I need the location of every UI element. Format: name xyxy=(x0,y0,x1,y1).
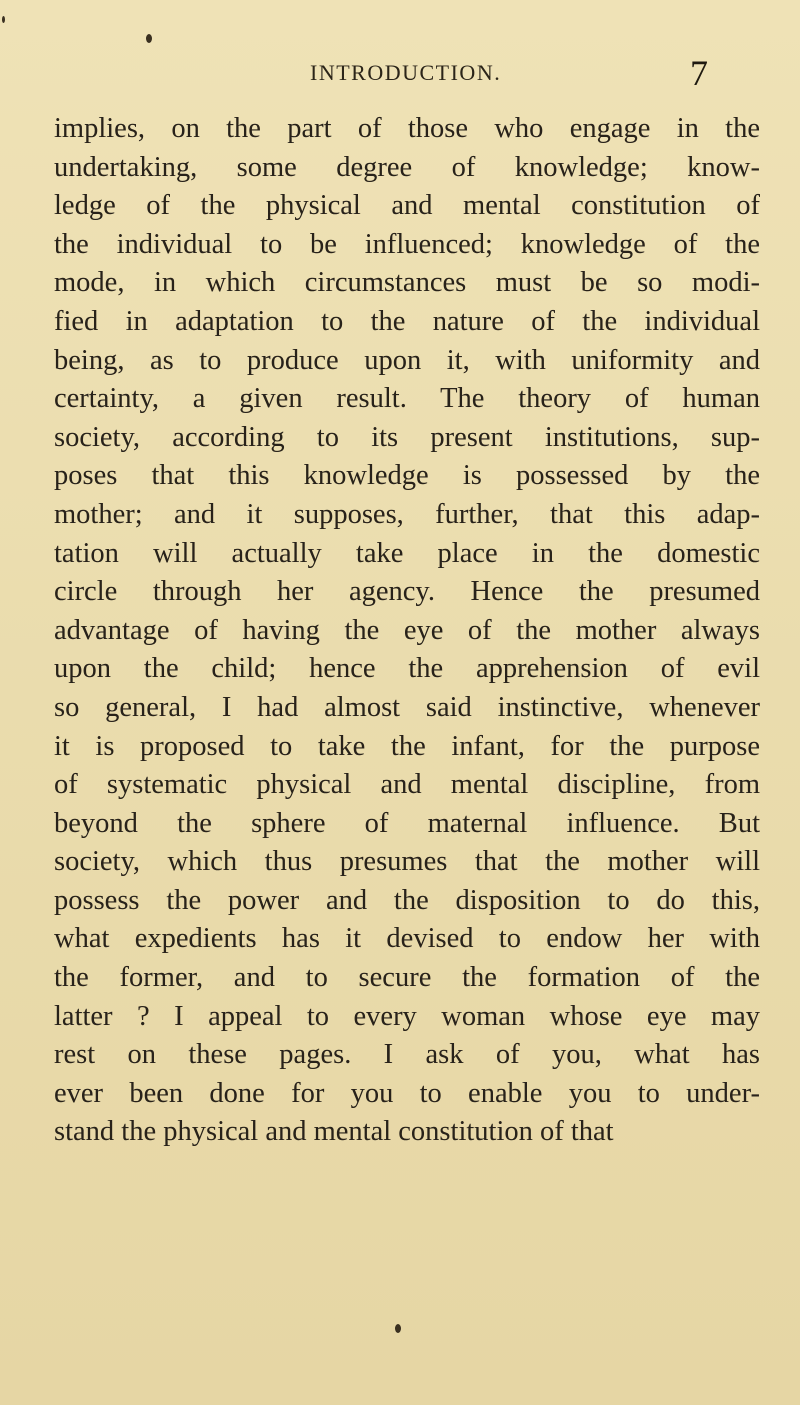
text-line: tation will actually take place in the domestic xyxy=(54,537,760,569)
text-line: fied in adaptation to the nature of the individual xyxy=(54,305,760,337)
text-line: undertaking, some degree of knowledge; know- xyxy=(54,151,760,183)
text-line: being, as to produce upon it, with uniformity and xyxy=(54,344,760,376)
text-line: certainty, a given result. The theory of human xyxy=(54,383,760,415)
text-line: rest on these pages. I ask of you, what has xyxy=(54,1039,760,1071)
ink-speck-left xyxy=(2,16,5,23)
text-line: possess the power and the disposition to do this, xyxy=(54,884,760,916)
text-line: of systematic physical and mental discipline, from xyxy=(54,769,760,801)
ink-speck-bottom xyxy=(395,1324,401,1333)
running-header xyxy=(0,53,800,96)
text-line: ledge of the physical and mental constitution of xyxy=(54,190,760,222)
text-line: upon the child; hence the apprehension of evil xyxy=(54,653,760,685)
text-line: mother; and it supposes, further, that this adap- xyxy=(54,498,760,530)
text-line: poses that this knowledge is possessed by the xyxy=(54,460,760,492)
page-number: 7 xyxy=(690,53,708,93)
text-line: so general, I had almost said instinctive, whenever xyxy=(54,691,760,723)
text-line: latter ? I appeal to every woman whose eye may xyxy=(54,1000,760,1032)
text-line: stand the physical and mental constitution of that xyxy=(54,1116,614,1148)
text-line: circle through her agency. Hence the presumed xyxy=(54,576,760,608)
text-line: advantage of having the eye of the mother always xyxy=(54,614,760,646)
text-line: society, which thus presumes that the mother will xyxy=(54,846,760,878)
text-line: the individual to be influenced; knowledge of the xyxy=(54,228,760,260)
ink-speck-top xyxy=(146,34,152,43)
text-line: society, according to its present institutions, sup- xyxy=(54,421,760,453)
running-title: INTRODUCTION. xyxy=(310,60,502,85)
text-line: beyond the sphere of maternal influence. But xyxy=(54,807,760,839)
text-line: implies, on the part of those who engage in the xyxy=(54,113,760,144)
text-line: it is proposed to take the infant, for the purpose xyxy=(54,730,760,762)
text-line: mode, in which circumstances must be so modi- xyxy=(54,267,760,299)
text-line: what expedients has it devised to endow her with xyxy=(54,923,760,955)
text-line: ever been done for you to enable you to under- xyxy=(54,1077,760,1109)
body-paragraph xyxy=(54,110,760,1152)
text-line: the former, and to secure the formation of the xyxy=(54,962,760,994)
